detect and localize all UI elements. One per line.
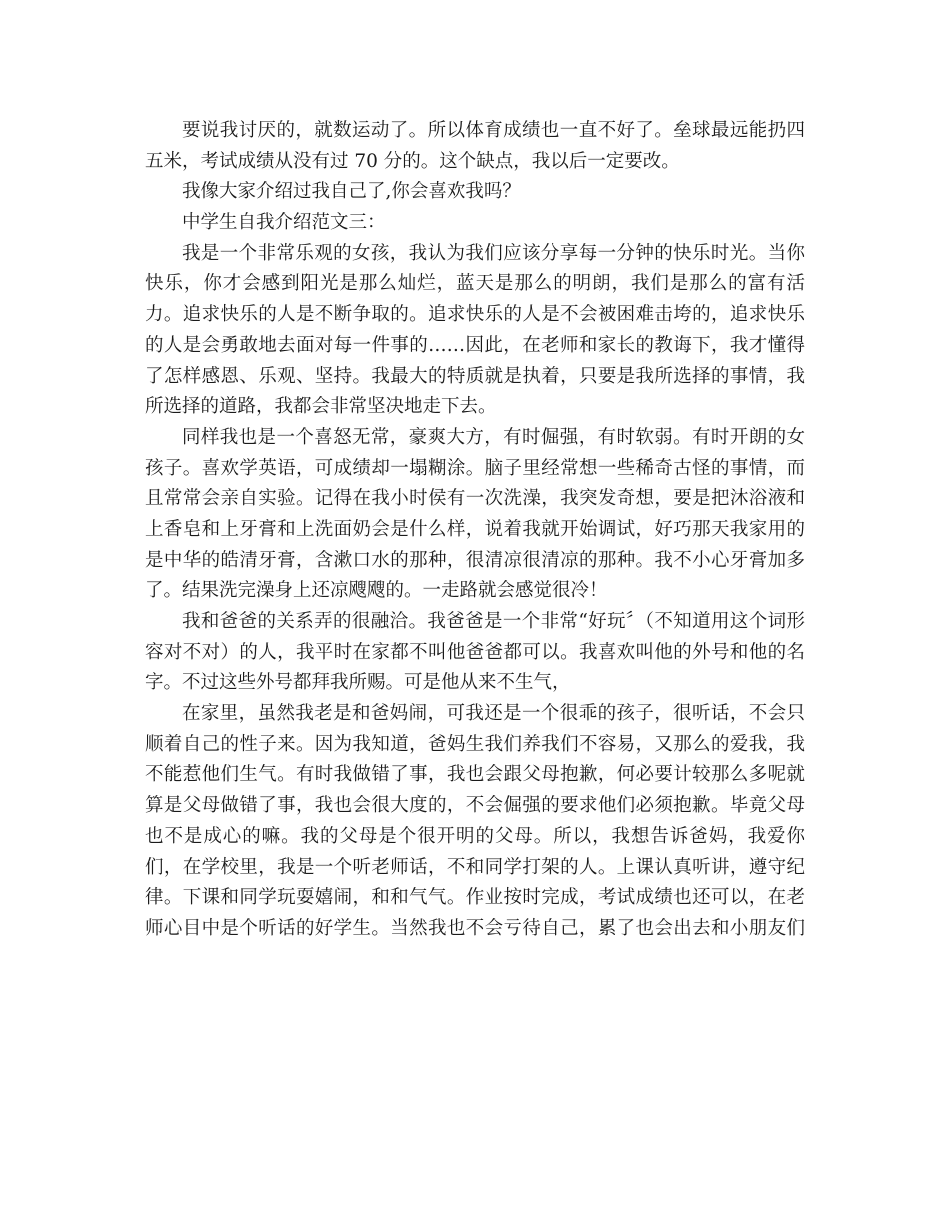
text-line: 孩子。喜欢学英语，可成绩却一塌糊涂。脑子里经常想一些稀奇古怪的事情，而 — [145, 457, 805, 479]
text-line: 师心目中是个听话的好学生。当然我也不会亏待自己，累了也会出去和小朋友们 — [145, 917, 805, 939]
text-line: 我像大家介绍过我自己了,你会喜欢我吗？ — [182, 181, 521, 203]
paragraph-optimistic-girl — [145, 239, 805, 423]
text-line: 律。下课和同学玩耍嬉闹，和和气气。作业按时完成，考试成绩也还可以，在老 — [145, 887, 805, 909]
text-line: 容对不对）的人，我平时在家都不叫他爸爸都可以。我喜欢叫他的外号和他的名 — [145, 641, 805, 663]
text-line: 是中华的皓清牙膏，含漱口水的那种，很清凉很清凉的那种。我不小心牙膏加多 — [145, 549, 805, 571]
text-line: 了怎样感恩、乐观、坚持。我最大的特质就是执着，只要是我所选择的事情，我 — [145, 365, 805, 387]
paragraph-dislike-sports — [145, 116, 805, 177]
paragraph-moody-personality — [145, 423, 805, 607]
text-line: 力。追求快乐的人是不断争取的。追求快乐的人是不会被困难击垮的，追求快乐 — [145, 304, 805, 326]
paragraph-closing-question — [145, 177, 805, 208]
text-line: 们，在学校里，我是一个听老师话，不和同学打架的人。上课认真听讲，遵守纪 — [145, 856, 805, 878]
text-line: 上香皂和上牙膏和上洗面奶会是什么样，说着我就开始调试，好巧那天我家用的 — [145, 518, 805, 540]
text-line: 我是一个非常乐观的女孩，我认为我们应该分享每一分钟的快乐时光。当你 — [182, 242, 805, 264]
paragraph-at-home-and-school — [145, 699, 805, 945]
text-line: 的人是会勇敢地去面对每一件事的……因此，在老师和家长的教诲下，我才懂得 — [145, 334, 805, 356]
text-line: 了。结果洗完澡身上还凉飕飕的。一走路就会感觉很冷！ — [145, 580, 608, 602]
paragraph-father-relationship — [145, 607, 805, 699]
document-body — [145, 116, 805, 945]
text-line: 我和爸爸的关系弄的很融洽。我爸爸是一个非常“好玩〞（不知道用这个词形 — [182, 611, 805, 632]
text-line: 中学生自我介绍范文三： — [182, 212, 386, 234]
text-line: 要说我讨厌的，就数运动了。所以体育成绩也一直不好了。垒球最远能扔四 — [182, 120, 805, 141]
text-line: 同样我也是一个喜怒无常，豪爽大方，有时倔强，有时软弱。有时开朗的女 — [182, 426, 805, 448]
text-line: 也不是成心的嘛。我的父母是个很开明的父母。所以，我想告诉爸妈，我爱你 — [145, 825, 805, 847]
text-line: 五米，考试成绩从没有过 70 分的。这个缺点，我以后一定要改。 — [145, 150, 680, 172]
section-heading-sample-three — [145, 208, 805, 239]
text-line: 所选择的道路，我都会非常坚决地走下去。 — [145, 396, 497, 418]
text-line: 在家里，虽然我老是和爸妈闹，可我还是一个很乖的孩子，很听话，不会只 — [182, 703, 805, 725]
text-line: 不能惹他们生气。有时我做错了事，我也会跟父母抱歉，何必要计较那么多呢就 — [145, 764, 805, 786]
text-line: 算是父母做错了事，我也会很大度的，不会倔强的要求他们必须抱歉。毕竟父母 — [145, 795, 805, 817]
text-line: 字。不过这些外号都拜我所赐。可是他从来不生气， — [145, 672, 571, 694]
text-line: 且常常会亲自实验。记得在我小时侯有一次洗澡，我突发奇想，要是把沐浴液和 — [145, 488, 805, 510]
text-line: 顺着自己的性子来。因为我知道，爸妈生我们养我们不容易，又那么的爱我，我 — [145, 733, 805, 755]
text-line: 快乐，你才会感到阳光是那么灿烂，蓝天是那么的明朗，我们是那么的富有活 — [145, 273, 805, 295]
